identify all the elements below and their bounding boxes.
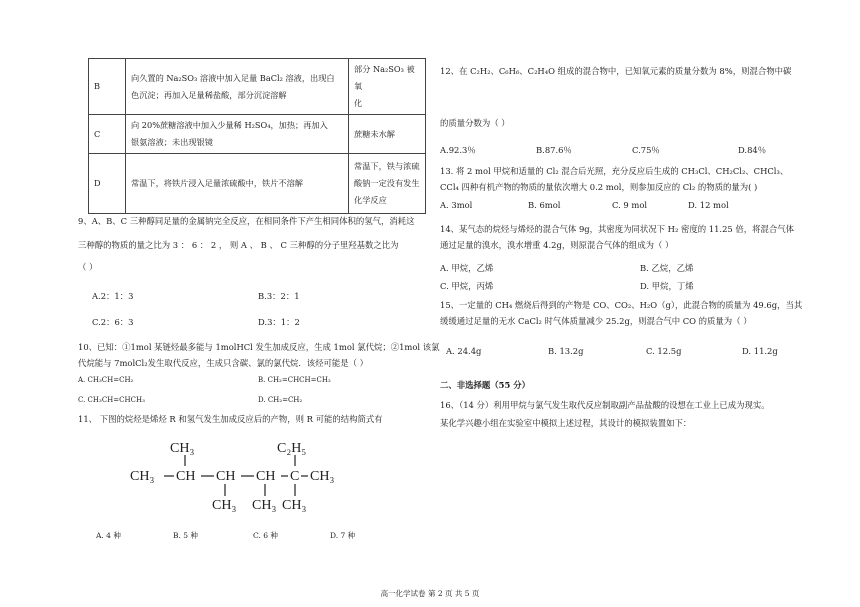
q10-option-b: B. CH₂=CHCH=CH₂: [258, 376, 331, 384]
conclusion-line: 部分 Na₂SO₃ 被氧: [354, 64, 415, 91]
q13-option-d: D. 12 mol: [688, 200, 729, 210]
q14-option-b: B. 乙烷，乙烯: [640, 263, 694, 273]
q10-option-a: A. CH₃CH=CH₂: [78, 376, 134, 384]
procedure-line: 向 20%蔗糖溶液中加入少量稀 H₂SO₄，加热；再加入: [131, 120, 328, 130]
structure-top2: C₂H₅: [277, 441, 307, 456]
table-row: [89, 115, 426, 154]
q11-option-b: B. 5 种: [173, 531, 198, 540]
q12-option-a: A.92.3％: [440, 145, 476, 155]
q11-option-c: C. 6 种: [253, 531, 278, 540]
row-conclusion: [349, 59, 426, 115]
q16-line: 16、（14 分）利用甲烷与氯气发生取代反应制取副产品盐酸的设想在工业上已成为现实。: [440, 400, 770, 410]
row-label: B: [89, 59, 126, 115]
q15-option-c: C. 12.5g: [646, 346, 682, 356]
structure-main-2: CH: [216, 469, 236, 484]
q9-option-d: D.3：1：2: [258, 317, 300, 327]
row-procedure: [126, 59, 349, 115]
experiment-table: [88, 58, 426, 214]
q14-option-a: A. 甲烷，乙烯: [440, 263, 494, 273]
q12-line: 12、在 C₂H₂、C₆H₆、C₂H₄O 组成的混合物中，已知氧元素的质量分数为 8%，则混合物中碳: [440, 66, 792, 76]
q9-option-c: C.2：6：3: [92, 317, 134, 327]
row-conclusion: [349, 115, 426, 154]
q10-line: 10、已知：①1mol 某链烃最多能与 1molHCl 发生加成反应，生成 1mol 氯代烷；②1mol 该氯: [78, 342, 440, 352]
q9-line: （ ）: [78, 262, 98, 272]
structure-main-0: CH₃: [130, 469, 155, 484]
conclusion-line: 化学反应: [354, 195, 387, 205]
structure-bot2: CH₃: [252, 498, 277, 513]
structure-bot3: CH₃: [282, 498, 307, 513]
q14-line: 通过足量的溴水，溴水增重 4.2g，则原混合气体的组成为（ ）: [440, 240, 674, 250]
structure-main-3: CH: [256, 469, 276, 484]
q14-line: 14、某气态的烷烃与烯烃的混合气体 9g，其密度为同状况下 H₂ 密度的 11.25 倍，将混合气体: [440, 224, 795, 234]
conclusion-line: 化: [354, 98, 363, 108]
structure-bot1: CH₃: [212, 498, 237, 513]
q12-option-d: D.84％: [738, 145, 767, 155]
q13-line: 13. 将 2 mol 甲烷和适量的 Cl₂ 混合后光照，充分反应后生成的 CH₃Cl、CH₂Cl₂、CHCl₃、: [440, 166, 789, 176]
q15-line: 15、一定量的 CH₄ 燃烧后得到的产物是 CO、CO₂、H₂O（g），此混合物的质量为 49.6g，当其: [440, 300, 803, 310]
q15-option-a: A. 24.4g: [446, 346, 482, 356]
q10-option-c: C. CH₃CH=CHCH₃: [78, 396, 145, 404]
q9-option-b: B.3：2：1: [258, 291, 300, 301]
procedure-line: 色沉淀；再加入足量稀盐酸，部分沉淀溶解: [131, 89, 287, 100]
structure-top1: CH₃: [170, 441, 195, 456]
q12-option-b: B.87.6％: [536, 145, 572, 155]
procedure-line: 银氨溶液；未出现银镜: [131, 137, 213, 147]
structure-main-4: C: [290, 469, 300, 484]
q9-line: 9、A、B、C 三种醇同足量的金属钠完全反应，在相同条件下产生相同体积的氢气，消耗这: [78, 216, 415, 226]
q15-option-d: D. 11.2g: [742, 346, 778, 356]
q11-option-d: D. 7 种: [330, 531, 356, 540]
q13-option-c: C. 9 mol: [612, 200, 648, 210]
row-label: C: [89, 115, 126, 154]
procedure-line: 常温下，将铁片浸入足量浓硫酸中，铁片不溶解: [131, 178, 303, 188]
procedure-line: 向久置的 Na₂SO₃ 溶液中加入足量 BaCl₂ 溶液，出现白: [131, 72, 335, 83]
alkane-structure: [130, 435, 350, 515]
q11-text: 11、 下图的烷烃是烯烃 R 和氢气发生加成反应后的产物，则 R 可能的结构简式有: [78, 414, 383, 424]
table-row: [89, 154, 426, 214]
row-conclusion: [349, 154, 426, 214]
q15-option-b: B. 13.2g: [548, 346, 584, 356]
q12-option-c: C.75％: [632, 145, 660, 155]
page-footer: 高一化学试卷 第 2 页 共 5 页: [380, 589, 480, 598]
q10-line: 代烷能与 7molCl₂发生取代反应，生成只含碳、氯的氯代烷．该烃可能是（ ）: [78, 358, 369, 368]
q10-option-d: D. CH₂=CH₂: [258, 396, 303, 404]
conclusion-line: 蔗糖未水解: [354, 128, 395, 139]
table-row: [89, 59, 426, 115]
q13-line: CCl₄ 四种有机产物的物质的量依次增大 0.2 mol，则参加反应的 Cl₂ 的物质的量为( ): [440, 182, 758, 192]
q9-option-a: A.2：1：3: [92, 291, 134, 301]
q14-option-d: D. 甲烷，丁烯: [640, 281, 694, 291]
q15-line: 缓缓通过足量的无水 CaCl₂ 时气体质量减少 25.2g，则混合气中 CO 的质量为（ ）: [440, 316, 752, 326]
structure-main-1: CH: [176, 469, 196, 484]
q16-line: 某化学兴趣小组在实验室中模拟上述过程，其设计的模拟装置如下：: [440, 418, 692, 428]
q13-option-a: A. 3mol: [440, 200, 473, 210]
row-procedure: [126, 115, 349, 154]
q11-option-a: A. 4 种: [96, 531, 121, 540]
q14-option-c: C. 甲烷，丙烯: [440, 281, 494, 291]
conclusion-line: 酸钠一定没有发生: [354, 178, 420, 188]
q9-line: 三种醇的物质的量之比为 3 ： 6 ： 2 ， 则 A 、 B 、 C 三种醇的分子里羟基数之比为: [78, 240, 399, 250]
structure-main-5: CH₃: [310, 469, 335, 484]
section-heading: 二、非选择题（55 分）: [440, 380, 530, 390]
q12-line: 的质量分数为（ ）: [440, 118, 510, 128]
row-procedure: [126, 154, 349, 214]
q13-option-b: B. 6mol: [528, 200, 561, 210]
conclusion-line: 常温下，铁与浓硫: [354, 161, 420, 171]
row-label: D: [89, 154, 126, 214]
